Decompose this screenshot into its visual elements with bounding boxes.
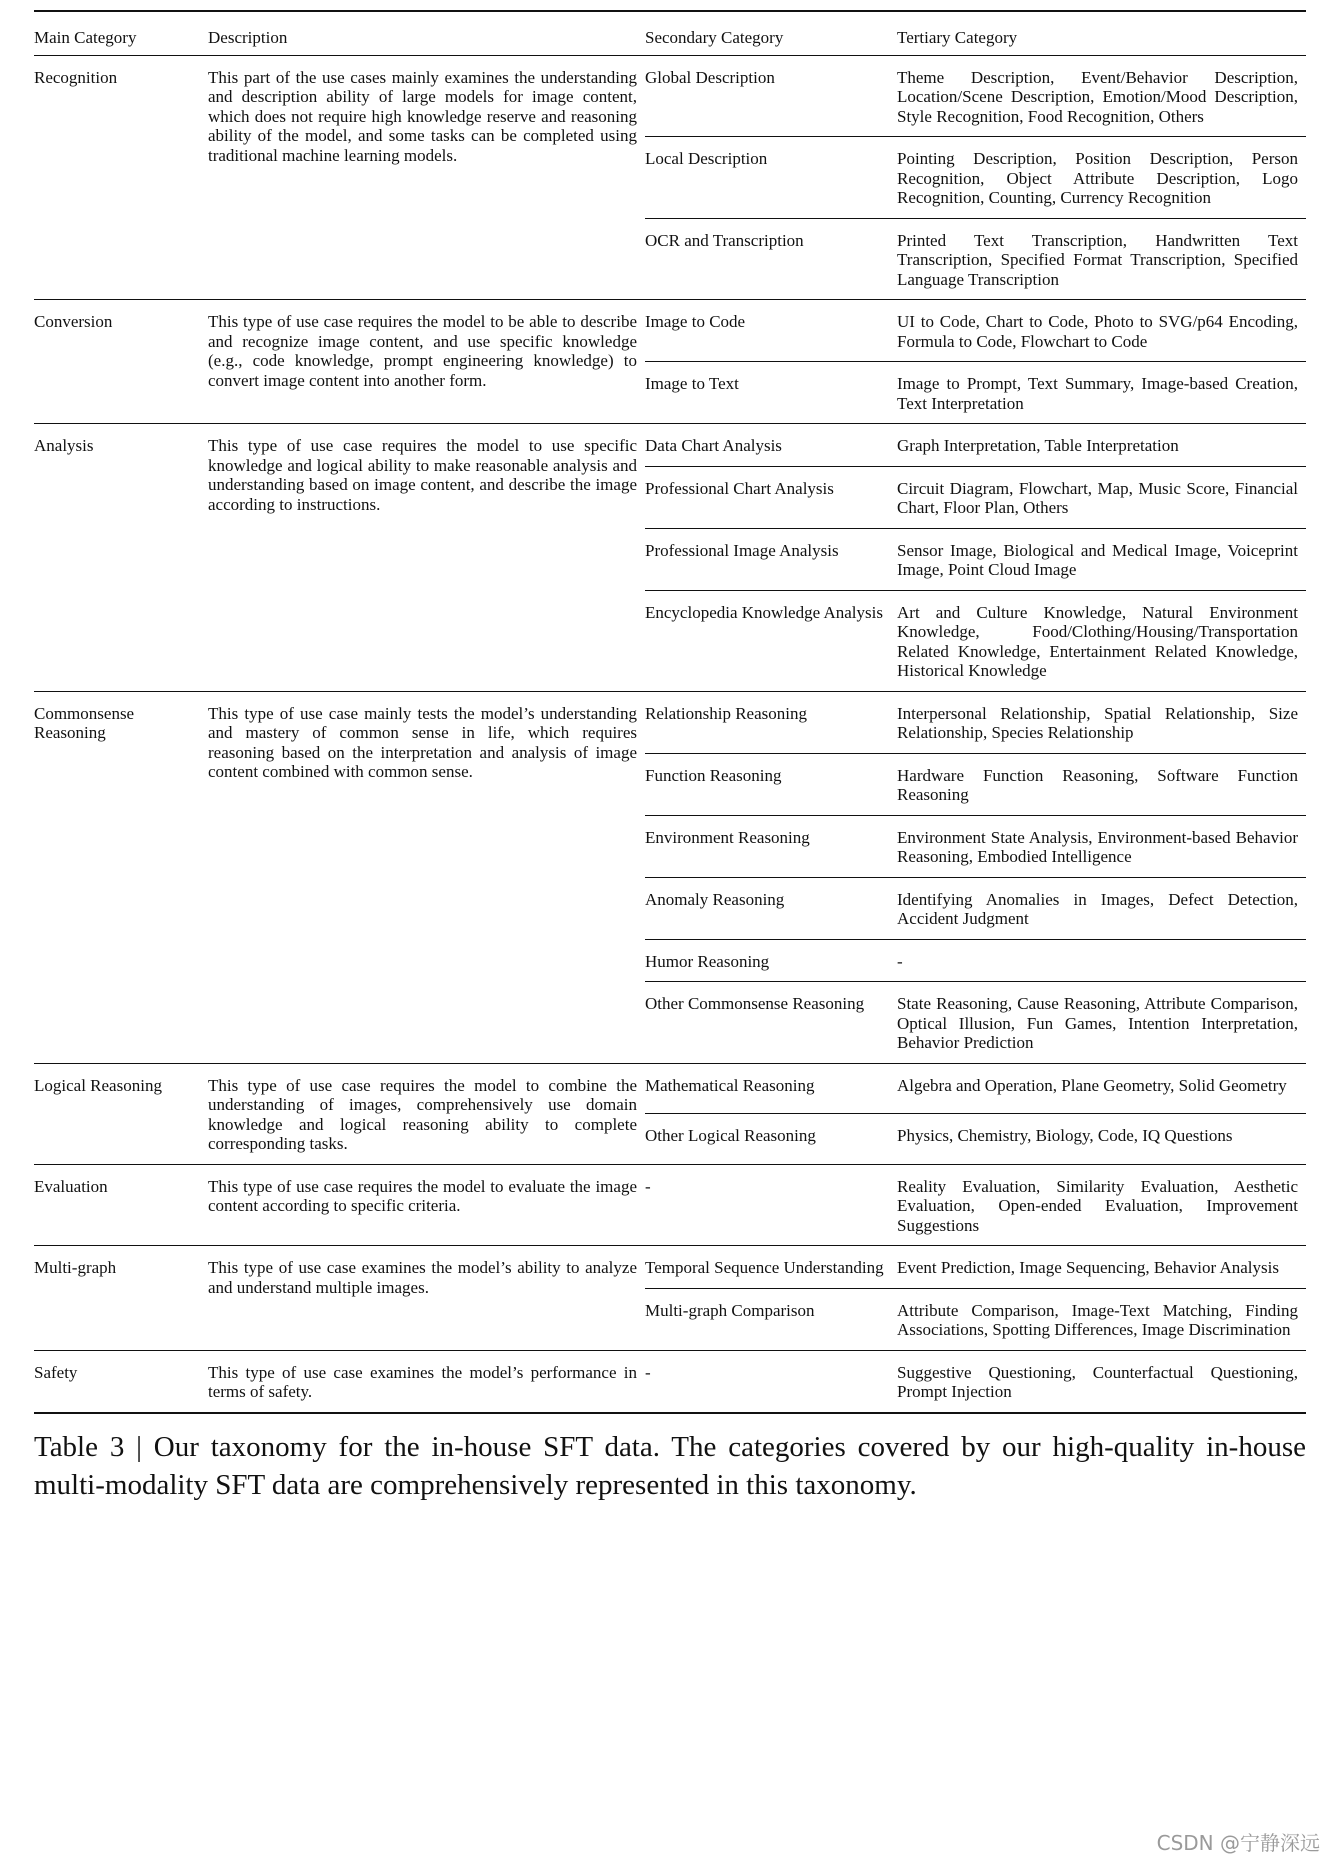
secondary-category-cell: Environment Reasoning	[645, 815, 897, 877]
secondary-category-cell: Professional Chart Analysis	[645, 466, 897, 528]
main-category-cell: Conversion	[34, 300, 208, 424]
secondary-category-cell: Image to Code	[645, 300, 897, 362]
main-category-cell: Multi-graph	[34, 1246, 208, 1351]
description-cell: This type of use case requires the model to use specific knowledge and logical ability to make reasonable analysis and understanding based on image content, and describe the image according to instructions.	[208, 424, 645, 692]
table-row	[34, 1350, 1306, 1413]
table-row	[34, 1164, 1306, 1246]
description-cell: This type of use case requires the model to be able to describe and recognize image content, and use specific knowledge (e.g., code knowledge, prompt engineering knowledge) to convert image content into another form.	[208, 300, 645, 424]
secondary-category-cell: Temporal Sequence Understanding	[645, 1246, 897, 1289]
table-row	[34, 424, 1306, 467]
secondary-category-cell: Professional Image Analysis	[645, 528, 897, 590]
tertiary-category-cell: Interpersonal Relationship, Spatial Relationship, Size Relationship, Species Relationship	[897, 691, 1306, 753]
tertiary-category-cell: Graph Interpretation, Table Interpretation	[897, 424, 1306, 467]
secondary-category-cell: Other Logical Reasoning	[645, 1114, 897, 1165]
tertiary-category-cell: Image to Prompt, Text Summary, Image-based Creation, Text Interpretation	[897, 362, 1306, 424]
header-tertiary-category: Tertiary Category	[897, 28, 1018, 47]
main-category-cell: Logical Reasoning	[34, 1063, 208, 1164]
secondary-category-cell: Humor Reasoning	[645, 939, 897, 982]
description-cell: This type of use case mainly tests the model’s understanding and mastery of common sense in life, which requires reasoning based on the interpretation and analysis of image content combined with common sense.	[208, 691, 645, 1063]
tertiary-category-cell: Algebra and Operation, Plane Geometry, Solid Geometry	[897, 1063, 1306, 1114]
tertiary-category-cell: -	[897, 939, 1306, 982]
description-cell: This type of use case examines the model’s performance in terms of safety.	[208, 1350, 645, 1413]
header-description: Description	[208, 28, 288, 47]
tertiary-category-cell: Attribute Comparison, Image-Text Matching, Finding Associations, Spotting Differences, Image Discrimination	[897, 1288, 1306, 1350]
taxonomy-table	[34, 10, 1306, 1414]
secondary-category-cell: Other Commonsense Reasoning	[645, 982, 897, 1064]
table-row	[34, 1063, 1306, 1114]
secondary-category-cell: Anomaly Reasoning	[645, 877, 897, 939]
table-row	[34, 691, 1306, 753]
secondary-category-cell: Encyclopedia Knowledge Analysis	[645, 590, 897, 691]
secondary-category-cell: OCR and Transcription	[645, 218, 897, 300]
secondary-category-cell: Multi-graph Comparison	[645, 1288, 897, 1350]
main-category-cell: Analysis	[34, 424, 208, 692]
tertiary-category-cell: Sensor Image, Biological and Medical Image, Voiceprint Image, Point Cloud Image	[897, 528, 1306, 590]
table-body	[34, 55, 1306, 1413]
tertiary-category-cell: Pointing Description, Position Description, Person Recognition, Object Attribute Description, Logo Recognition, Counting, Currency Recognition	[897, 137, 1306, 219]
tertiary-category-cell: Printed Text Transcription, Handwritten Text Transcription, Specified Format Transcription, Specified Language Transcription	[897, 218, 1306, 300]
secondary-category-cell: -	[645, 1164, 897, 1246]
tertiary-category-cell: Suggestive Questioning, Counterfactual Questioning, Prompt Injection	[897, 1350, 1306, 1413]
main-category-cell: Recognition	[34, 55, 208, 300]
header-row	[34, 11, 1306, 55]
tertiary-category-cell: Art and Culture Knowledge, Natural Environment Knowledge, Food/Clothing/Housing/Transportation Related Knowledge, Entertainment Related Knowledge, Historical Knowledge	[897, 590, 1306, 691]
header-secondary-category: Secondary Category	[645, 28, 784, 47]
table-row	[34, 300, 1306, 362]
secondary-category-cell: Relationship Reasoning	[645, 691, 897, 753]
secondary-category-cell: Function Reasoning	[645, 753, 897, 815]
secondary-category-cell: Global Description	[645, 55, 897, 137]
tertiary-category-cell: Event Prediction, Image Sequencing, Behavior Analysis	[897, 1246, 1306, 1289]
tertiary-category-cell: Physics, Chemistry, Biology, Code, IQ Questions	[897, 1114, 1306, 1165]
secondary-category-cell: Data Chart Analysis	[645, 424, 897, 467]
main-category-cell: Safety	[34, 1350, 208, 1413]
secondary-category-cell: Image to Text	[645, 362, 897, 424]
tertiary-category-cell: Theme Description, Event/Behavior Description, Location/Scene Description, Emotion/Mood Description, Style Recognition, Food Recognition, Others	[897, 55, 1306, 137]
tertiary-category-cell: State Reasoning, Cause Reasoning, Attribute Comparison, Optical Illusion, Fun Games, Intention Interpretation, Behavior Prediction	[897, 982, 1306, 1064]
table-row	[34, 1246, 1306, 1289]
table-row	[34, 55, 1306, 137]
description-cell: This type of use case examines the model’s ability to analyze and understand multiple images.	[208, 1246, 645, 1351]
tertiary-category-cell: Identifying Anomalies in Images, Defect Detection, Accident Judgment	[897, 877, 1306, 939]
watermark: CSDN @宁静深远	[1156, 1831, 1320, 1855]
secondary-category-cell: Mathematical Reasoning	[645, 1063, 897, 1114]
tertiary-category-cell: UI to Code, Chart to Code, Photo to SVG/p64 Encoding, Formula to Code, Flowchart to Code	[897, 300, 1306, 362]
description-cell: This type of use case requires the model to evaluate the image content according to specific criteria.	[208, 1164, 645, 1246]
table-caption: Table 3 | Our taxonomy for the in-house SFT data. The categories covered by our high-quality in-house multi-modality SFT data are comprehensively represented in this taxonomy.	[34, 1430, 1306, 1501]
secondary-category-cell: -	[645, 1350, 897, 1413]
main-category-cell: Evaluation	[34, 1164, 208, 1246]
tertiary-category-cell: Reality Evaluation, Similarity Evaluation, Aesthetic Evaluation, Open-ended Evaluation, Improvement Suggestions	[897, 1164, 1306, 1246]
main-category-cell: Commonsense Reasoning	[34, 691, 208, 1063]
header-main-category: Main Category	[34, 28, 137, 47]
tertiary-category-cell: Hardware Function Reasoning, Software Function Reasoning	[897, 753, 1306, 815]
description-cell: This part of the use cases mainly examines the understanding and description ability of large models for image content, which does not require high knowledge reserve and reasoning ability of the model, and some tasks can be completed using traditional machine learning models.	[208, 55, 645, 300]
tertiary-category-cell: Environment State Analysis, Environment-based Behavior Reasoning, Embodied Intelligence	[897, 815, 1306, 877]
description-cell: This type of use case requires the model to combine the understanding of images, comprehensively use domain knowledge and logical reasoning ability to complete corresponding tasks.	[208, 1063, 645, 1164]
page	[34, 10, 1306, 1504]
tertiary-category-cell: Circuit Diagram, Flowchart, Map, Music Score, Financial Chart, Floor Plan, Others	[897, 466, 1306, 528]
secondary-category-cell: Local Description	[645, 137, 897, 219]
